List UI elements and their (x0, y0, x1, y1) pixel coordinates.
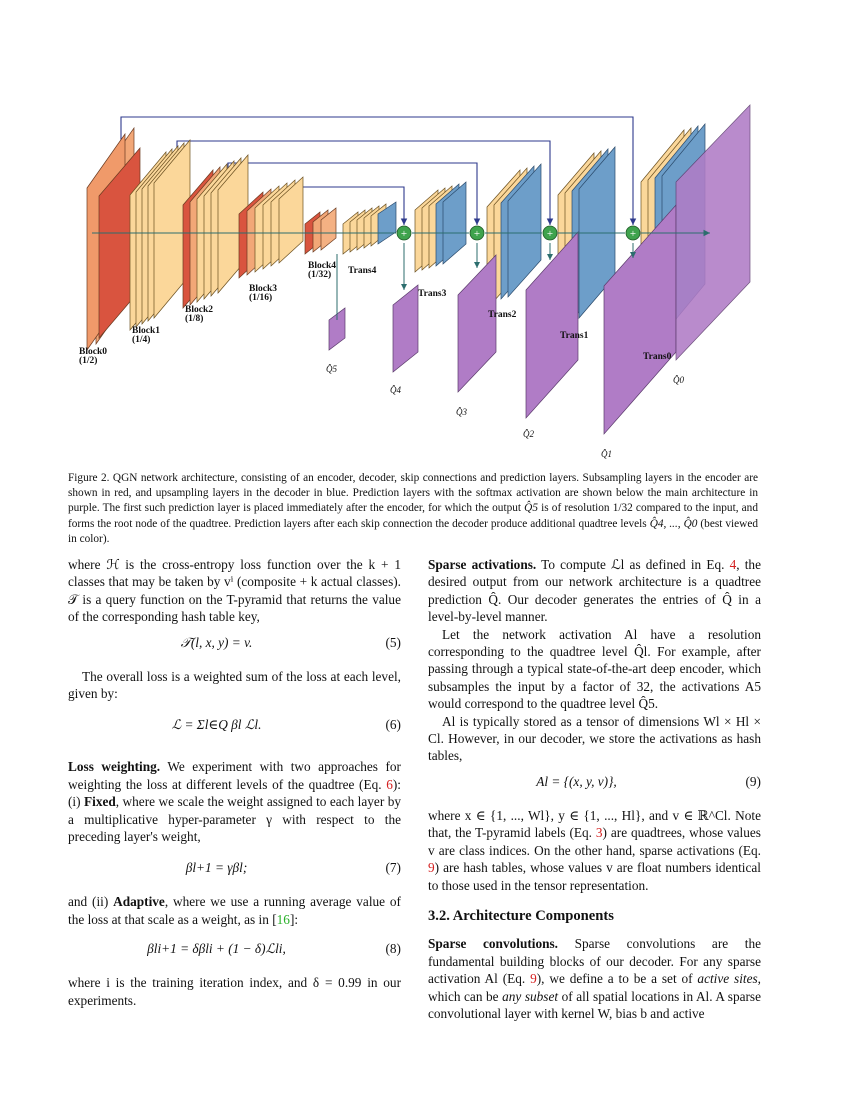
architecture-figure (0, 0, 850, 470)
encoder-block-4 (305, 208, 336, 254)
pred-label-q2: Q̂2 (523, 429, 534, 439)
equation-8: βli+1 = δβli + (1 − δ)ℒli, (8) (147, 941, 401, 957)
caption-label: Figure 2. (68, 472, 110, 484)
paragraph: Al is typically stored as a tensor of dimensions Wl × Hl × Cl. However, in our decoder, we store the activations as hash tables, (428, 713, 761, 764)
figure-caption: Figure 2. QGN network architecture, consisting of an encoder, decoder, skip connections and prediction layers. Subsampling layers in the encoder are shown in red, and upsampling layers in the decoder in blue. Prediction layers with the softmax activation are shown below the main architecture in purple. The first such prediction layer is placed immediately after the encoder, for which the output Q̂5 is of resolution 1/32 compared to the input, and forms the root node of the quadtree. Prediction layers after each skip connection the decoder produce additional quadtree levels Q̂4, ..., Q̂0 (best viewed in color). (68, 472, 759, 545)
paragraph: The overall loss is a weighted sum of the loss at each level, given by: (68, 668, 401, 702)
block-3-name: Block3 (249, 284, 277, 294)
equation-ref-link[interactable]: 9 (428, 860, 435, 876)
block-0-scale: (1/2) (79, 356, 98, 366)
right-column (428, 556, 761, 1022)
equation-ref-link[interactable]: 4 (729, 557, 737, 572)
trans-0-label: Trans0 (643, 352, 672, 362)
block-1-name: Block1 (132, 326, 160, 336)
sum-symbol: + (473, 228, 481, 240)
equation-ref-link[interactable]: 6 (386, 776, 393, 792)
paragraph-sparse-activations: Sparse activations. To compute ℒl as defined in Eq. 4, the desired output from our network architecture is a quadtree prediction Q̂. Our decoder generates the entries of Q̂ in a level-by-level manner. (428, 557, 761, 625)
block-1-scale: (1/4) (132, 335, 151, 345)
block-4-name: Block4 (308, 261, 336, 271)
trans-4-label: Trans4 (348, 266, 377, 276)
equation-6: ℒ = Σl∈Q βl ℒl. (6) (171, 717, 401, 733)
trans-3-label: Trans3 (418, 289, 447, 299)
equation-ref-link[interactable]: 3 (595, 825, 603, 841)
section-heading: 3.2. Architecture Components (428, 907, 614, 924)
block-2-scale: (1/8) (185, 314, 204, 324)
sum-symbol: + (629, 228, 637, 240)
pred-label-q0: Q̂0 (673, 375, 684, 385)
trans-2-label: Trans2 (488, 310, 517, 320)
decoder-trans-4 (343, 202, 396, 254)
paragraph: where ℋ is the cross-entropy loss function over the k + 1 classes that may be taken by vⁱ (composite + k actual classes). 𝒯 is a query function on the T-pyramid that returns the value of the corresponding hash table key, (68, 557, 401, 625)
block-4-scale: (1/32) (308, 270, 332, 280)
trans-1-label: Trans1 (560, 331, 589, 341)
citation-link[interactable]: 16 (276, 911, 290, 927)
pred-label-q1: Q̂1 (601, 449, 612, 459)
sum-symbol: + (546, 228, 554, 240)
pred-label-q4: Q̂4 (390, 385, 401, 395)
paragraph-sparse-convolutions: Sparse convolutions. Sparse convolutions are the fundamental building blocks of our decoder. For any sparse activation Al (Eq. 9), we define a to be a set of active sites, which can be any subset of all spatial locations in Al. A sparse convolutional layer with kernel W, bias b and active (428, 936, 761, 1021)
block-2-name: Block2 (185, 305, 213, 315)
pred-label-q5: Q̂5 (326, 364, 337, 374)
encoder-block-2 (183, 155, 248, 308)
equation-5: 𝒯(l, x, y) = v. (5) (180, 634, 401, 650)
paragraph: Let the network activation Al have a resolution corresponding to the quadtree level Q̂l. For example, after passing through a typical state-of-the-art deep encoder, which subsamples the input by a factor of 32, the activations A5 would correspond to the quadtree level Q̂5. (428, 626, 761, 712)
paragraph-loss-weighting: Loss weighting. We experiment with two approaches for weighting the loss at different levels of the quadtree (Eq. 6): (i) Fixed, where we scale the weight assigned to each layer by a multiplicative hyper-parameter γ with respect to the preceding layer's weight, (68, 759, 401, 845)
encoder-block-3 (239, 177, 303, 278)
paragraph: and (ii) Adaptive, where we use a running average value of the loss at that scale as a weight, as in [16]: (68, 894, 401, 927)
equation-7: βl+1 = γβl; (7) (185, 860, 401, 876)
decoder-trans-3 (415, 182, 466, 272)
equation-ref-link[interactable]: 9 (530, 971, 537, 987)
pred-label-q3: Q̂3 (456, 407, 467, 417)
paragraph: where x ∈ {1, ..., Wl}, y ∈ {1, ..., Hl}, and v ∈ ℝ^Cl. Note that, the T-pyramid labels (Eq. 3) are quadtrees, whose values v are class indices. On the other hand, sparse activations (Eq. 9) are hash tables, whose values v are float numbers identical to those used in the tensor representation. (428, 807, 761, 893)
sum-symbol: + (400, 228, 408, 240)
left-column (68, 556, 401, 1009)
paragraph: where i is the training iteration index, and δ = 0.99 in our experiments. (68, 975, 401, 1008)
block-0-name: Block0 (79, 347, 107, 357)
equation-9: Al = {(x, y, v)}, (9) (536, 773, 761, 789)
block-3-scale: (1/16) (249, 293, 273, 303)
